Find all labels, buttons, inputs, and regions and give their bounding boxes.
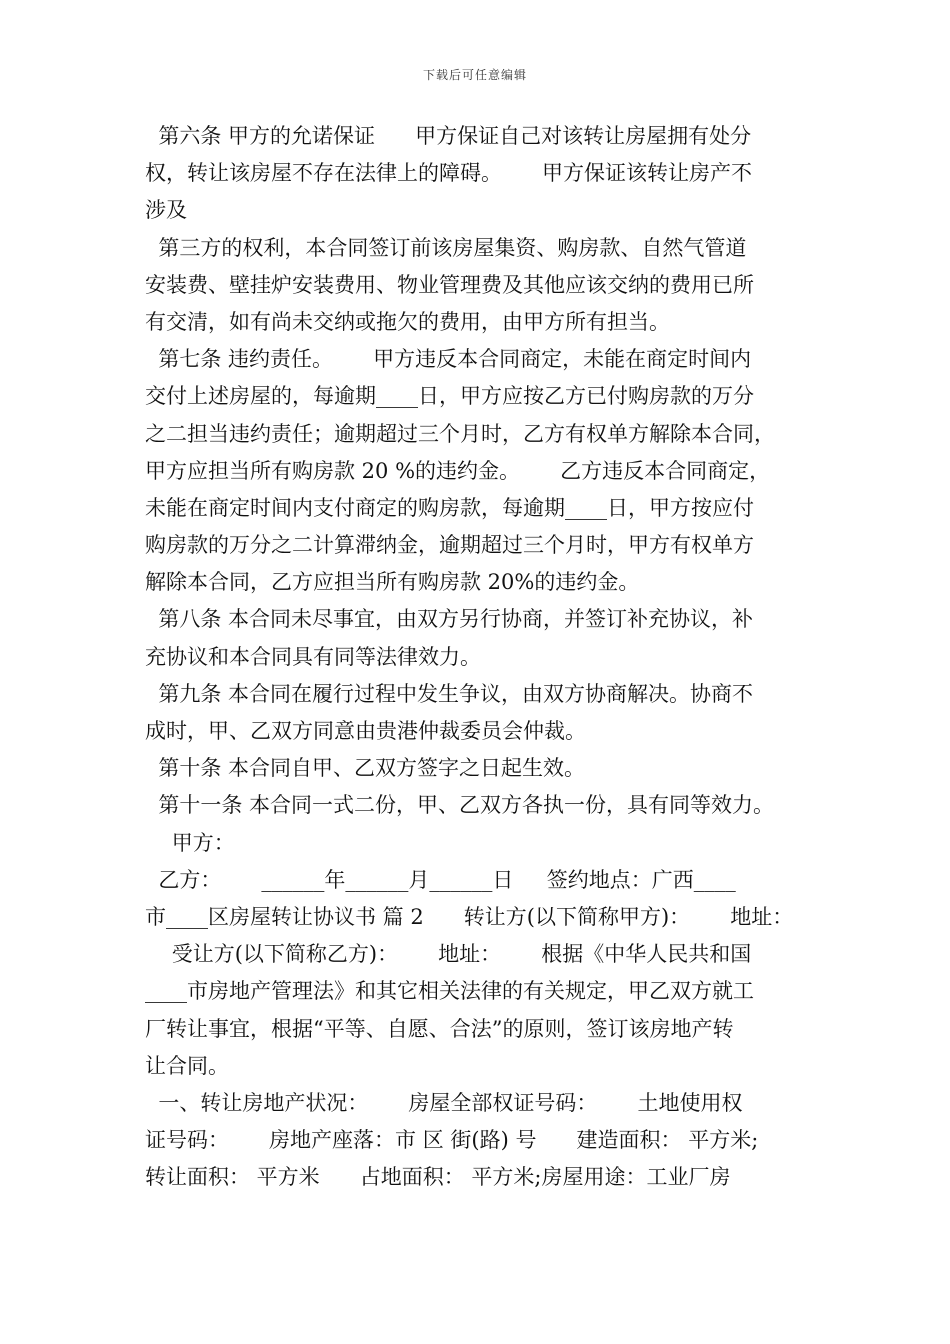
text-line: 购房款的万分之二计算滞纳金，逾期超过三个月时，甲方有权单方 xyxy=(145,533,754,558)
text-line: 未能在商定时间内支付商定的购房款，每逾期____日，甲方按应付 xyxy=(145,495,754,520)
text-line: 之二担当违约责任；逾期超过三个月时，乙方有权单方解除本合同， xyxy=(145,421,775,446)
text-line: 交付上述房屋的，每逾期____日，甲方应按乙方已付购房款的万分 xyxy=(145,384,754,409)
text-line: 解除本合同，乙方应担当所有购房款 20%的违约金。 xyxy=(145,570,640,595)
text-line: 第八条 本合同未尽事宜，由双方另行协商，并签订补充协议，补 xyxy=(145,607,754,632)
text-line: 乙方： ______年______月______日 签约地点：广西____ xyxy=(145,867,736,892)
text-line: 一、转让房地产状况： 房屋全部权证号码： 土地使用权 xyxy=(145,1090,743,1115)
text-line: 有交清，如有尚未交纳或拖欠的费用，由甲方所有担当。 xyxy=(145,309,670,334)
text-line: 成时，甲、乙双方同意由贵港仲裁委员会仲裁。 xyxy=(145,719,586,743)
text-line: 让合同。 xyxy=(145,1053,229,1078)
text-line: 第七条 违约责任。 甲方违反本合同商定，未能在商定时间内 xyxy=(145,347,752,372)
text-line: 甲方： xyxy=(145,830,235,855)
text-line: ____市房地产管理法》和其它相关法律的有关规定，甲乙双方就工 xyxy=(145,979,754,1004)
text-line: 厂转让事宜，根据“平等、自愿、合法”的原则，签订该房地产转 xyxy=(145,1016,734,1041)
text-line: 第三方的权利，本合同签订前该房屋集资、购房款、自然气管道 xyxy=(145,235,747,260)
text-line: 安装费、壁挂炉安装费用、物业管理费及其他应该交纳的费用已所 xyxy=(145,272,754,297)
text-line: 权，转让该房屋不存在法律上的障碍。 甲方保证该转让房产不 xyxy=(145,161,753,186)
text-line: 第六条 甲方的允诺保证 甲方保证自己对该转让房屋拥有处分 xyxy=(145,124,752,148)
text-line: 转让面积： 平方米 占地面积： 平方米;房屋用途：工业厂房 xyxy=(145,1165,731,1190)
text-line: 证号码： 房地产座落：市 区 街(路) 号 建造面积： 平方米; xyxy=(145,1128,759,1153)
text-line: 涉及 xyxy=(145,198,187,223)
text-line: 第十条 本合同自甲、乙双方签字之日起生效。 xyxy=(145,756,586,781)
text-line: 充协议和本合同具有同等法律效力。 xyxy=(145,644,481,669)
contract-body xyxy=(145,118,815,1196)
text-line: 受让方(以下简称乙方)： 地址： 根据《中华人民共和国 xyxy=(145,942,752,967)
text-line: 甲方应担当所有购房款 20 %的违约金。 乙方违反本合同商定， xyxy=(145,458,771,483)
text-line: 市____区房屋转让协议书 篇 2 转让方(以下简称甲方)： 地址： xyxy=(145,904,794,929)
text-line: 第十一条 本合同一式二份，甲、乙双方各执一份，具有同等效力。 xyxy=(145,793,775,818)
page-header: 下载后可任意编辑 xyxy=(422,68,527,82)
text-line: 第九条 本合同在履行过程中发生争议，由双方协商解决。协商不 xyxy=(145,681,754,706)
